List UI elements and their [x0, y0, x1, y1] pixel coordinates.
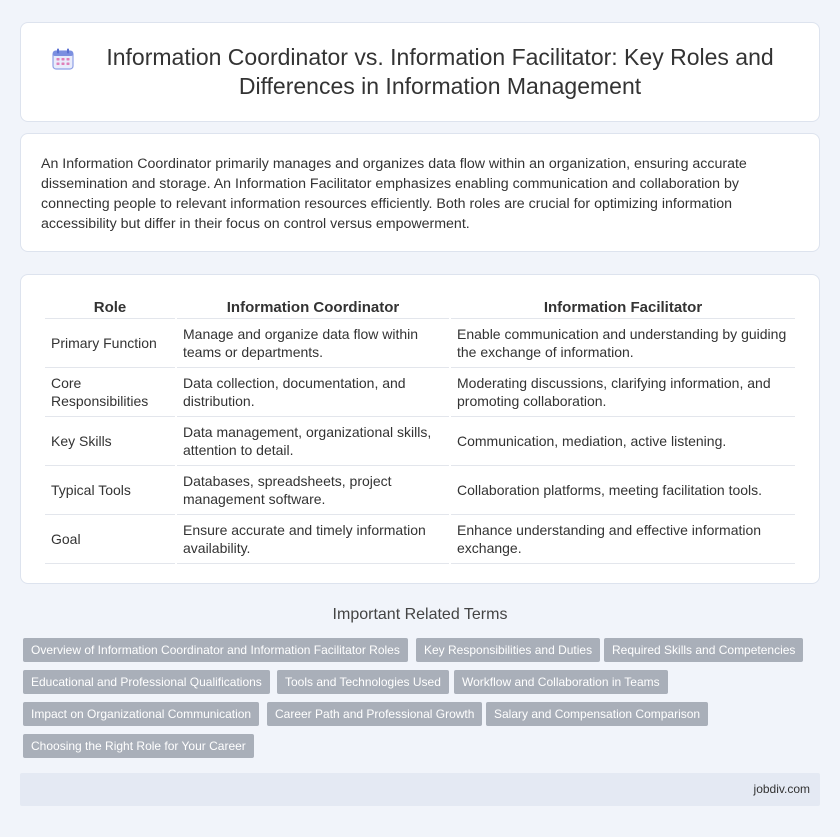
row-label: Core Responsibilities: [45, 368, 175, 417]
table-row: [45, 417, 795, 466]
table-row: [45, 319, 795, 368]
facilitator-cell: Collaboration platforms, meeting facilitation tools.: [451, 466, 795, 515]
facilitator-cell: Enable communication and understanding by guiding the exchange of information.: [451, 319, 795, 368]
related-term-tag[interactable]: Educational and Professional Qualifications: [23, 670, 270, 694]
header-role: Role: [45, 295, 175, 319]
row-label: Primary Function: [45, 319, 175, 368]
related-terms-title: Important Related Terms: [332, 606, 508, 623]
coordinator-cell: Databases, spreadsheets, project management software.: [177, 466, 449, 515]
related-term-tag[interactable]: Required Skills and Competencies: [604, 638, 803, 662]
footer-site-link[interactable]: jobdiv.com: [753, 782, 810, 796]
row-label: Typical Tools: [45, 466, 175, 515]
related-term-tag[interactable]: Key Responsibilities and Duties: [416, 638, 600, 662]
facilitator-cell: Communication, mediation, active listening.: [451, 417, 795, 466]
related-term-tag[interactable]: Career Path and Professional Growth: [267, 702, 482, 726]
intro-paragraph: An Information Coordinator primarily manages and organizes data flow within an organization, ensuring accurate dissemination and storage. An Information Facilitator emphasizes enabling communication and collaboration by connecting people to relevant information resources efficiently. Both roles are crucial for optimizing information accessibility but differ in their focus on control versus empowerment.: [41, 156, 747, 232]
related-term-tag[interactable]: Choosing the Right Role for Your Career: [23, 734, 254, 758]
related-term-tag[interactable]: Tools and Technologies Used: [277, 670, 449, 694]
facilitator-cell: Moderating discussions, clarifying information, and promoting collaboration.: [451, 368, 795, 417]
coordinator-cell: Data collection, documentation, and distribution.: [177, 368, 449, 417]
header-card: [20, 22, 820, 122]
table-row: [45, 368, 795, 417]
facilitator-cell: Enhance understanding and effective information exchange.: [451, 515, 795, 564]
header-facilitator: Information Facilitator: [451, 295, 795, 319]
related-term-tag[interactable]: Overview of Information Coordinator and Information Facilitator Roles: [23, 638, 408, 662]
related-term-tag[interactable]: Workflow and Collaboration in Teams: [454, 670, 668, 694]
row-label: Key Skills: [45, 417, 175, 466]
comparison-table-card: [20, 274, 820, 584]
related-term-tag[interactable]: Salary and Compensation Comparison: [486, 702, 708, 726]
coordinator-cell: Ensure accurate and timely information availability.: [177, 515, 449, 564]
row-label: Goal: [45, 515, 175, 564]
comparison-table: [43, 295, 797, 564]
intro-card: [20, 133, 820, 252]
page-title: Information Coordinator vs. Information Facilitator: Key Roles and Differences in Information Management: [106, 44, 774, 99]
footer: [20, 773, 820, 806]
table-row: [45, 515, 795, 564]
related-term-tag[interactable]: Impact on Organizational Communication: [23, 702, 259, 726]
table-row: [45, 466, 795, 515]
header-coordinator: Information Coordinator: [177, 295, 449, 319]
coordinator-cell: Manage and organize data flow within teams or departments.: [177, 319, 449, 368]
table-header-row: [45, 295, 795, 319]
coordinator-cell: Data management, organizational skills, attention to detail.: [177, 417, 449, 466]
